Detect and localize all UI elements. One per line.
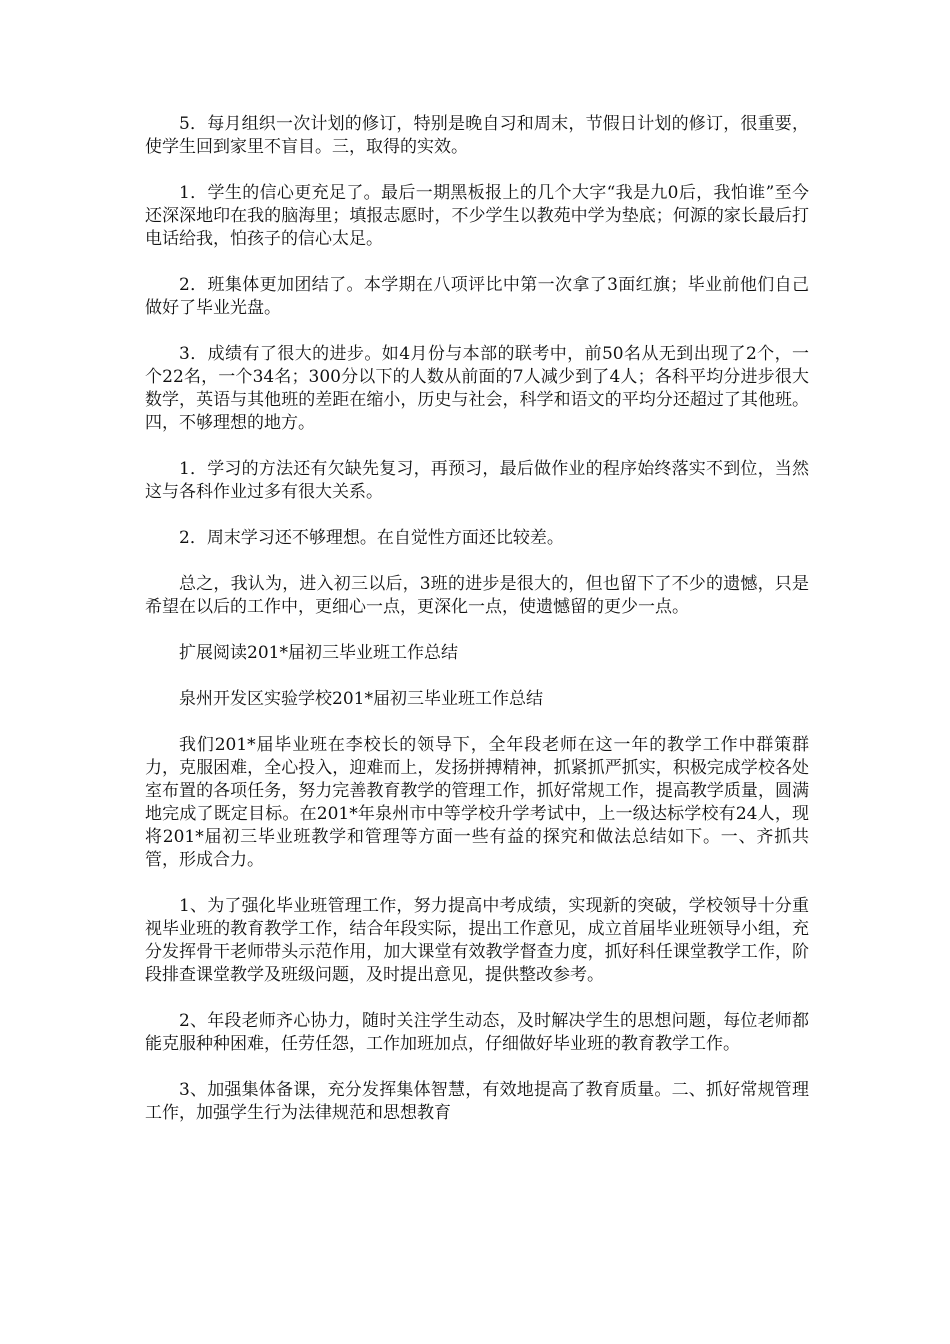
paragraph-teacher-cooperation: 2、年段老师齐心协力，随时关注学生动态，及时解决学生的思想问题，每位老师都能克服种种困难，任劳任怨，工作加班加点，仔细做好毕业班的教育教学工作。 (145, 1011, 809, 1054)
paragraph-conclusion: 总之，我认为，进入初三以后，3班的进步是很大的，但也留下了不少的遗憾，只是希望在以后的工作中，更细心一点，更深化一点，使遗憾留的更少一点。 (145, 574, 809, 617)
paragraph-introduction: 我们201*届毕业班在李校长的领导下，全年段老师在这一年的教学工作中群策群力，克服困难，全心投入，迎难而上，发扬拼搏精神，抓紧抓严抓实，积极完成学校各处室布置的各项任务，努力完善教育教学的管理工作，抓好常规工作，提高教学质量，圆满地完成了既定目标。在201*年泉州市中等学校升学考试中，上一级达标学校有24人，现将201*届初三毕业班教学和管理等方面一些有益的探究和做法总结如下。一、齐抓共管，形成合力。 (145, 735, 809, 870)
paragraph-study-method: 1．学习的方法还有欠缺先复习，再预习，最后做作业的程序始终落实不到位，当然这与各科作业过多有很大关系。 (145, 459, 809, 502)
paragraph-confidence: 1．学生的信心更充足了。最后一期黑板报上的几个大字“我是九0后，我怕谁”至今还深深地印在我的脑海里；填报志愿时，不少学生以教苑中学为垫底；何源的家长最后打电话给我，怕孩子的信心太足。 (145, 183, 809, 249)
paragraph-plan-revision: 5．每月组织一次计划的修订，特别是晚自习和周末，节假日计划的修订，很重要，使学生回到家里不盲目。三，取得的实效。 (145, 114, 809, 157)
paragraph-collective-preparation: 3、加强集体备课，充分发挥集体智慧，有效地提高了教育质量。二、抓好常规管理工作，加强学生行为法律规范和思想教育 (145, 1080, 809, 1123)
paragraph-leadership: 1、为了强化毕业班管理工作，努力提高中考成绩，实现新的突破，学校领导十分重视毕业班的教育教学工作，结合年段实际，提出工作意见，成立首届毕业班领导小组，充分发挥骨干老师带头示范作用，加大课堂有效教学督查力度，抓好科任课堂教学工作，阶段排查课堂教学及班级问题，及时提出意见，提供整改参考。 (145, 896, 809, 985)
paragraph-weekend-study: 2．周末学习还不够理想。在自觉性方面还比较差。 (179, 528, 564, 548)
paragraph-class-unity: 2．班集体更加团结了。本学期在八项评比中第一次拿了3面红旗；毕业前他们自己做好了毕业光盘。 (145, 275, 809, 318)
paragraph-grades-progress: 3．成绩有了很大的进步。如4月份与本部的联考中，前50名从无到出现了2个，一个22名，一个34名；300分以下的人数从前面的7人减少到了4人；各科平均分进步很大数学，英语与其他班的差距在缩小，历史与社会，科学和语文的平均分还超过了其他班。四，不够理想的地方。 (145, 344, 809, 433)
document-page (145, 113, 809, 1125)
heading-school-summary: 泉州开发区实验学校201*届初三毕业班工作总结 (179, 689, 543, 709)
heading-extended-reading: 扩展阅读201*届初三毕业班工作总结 (179, 643, 458, 663)
